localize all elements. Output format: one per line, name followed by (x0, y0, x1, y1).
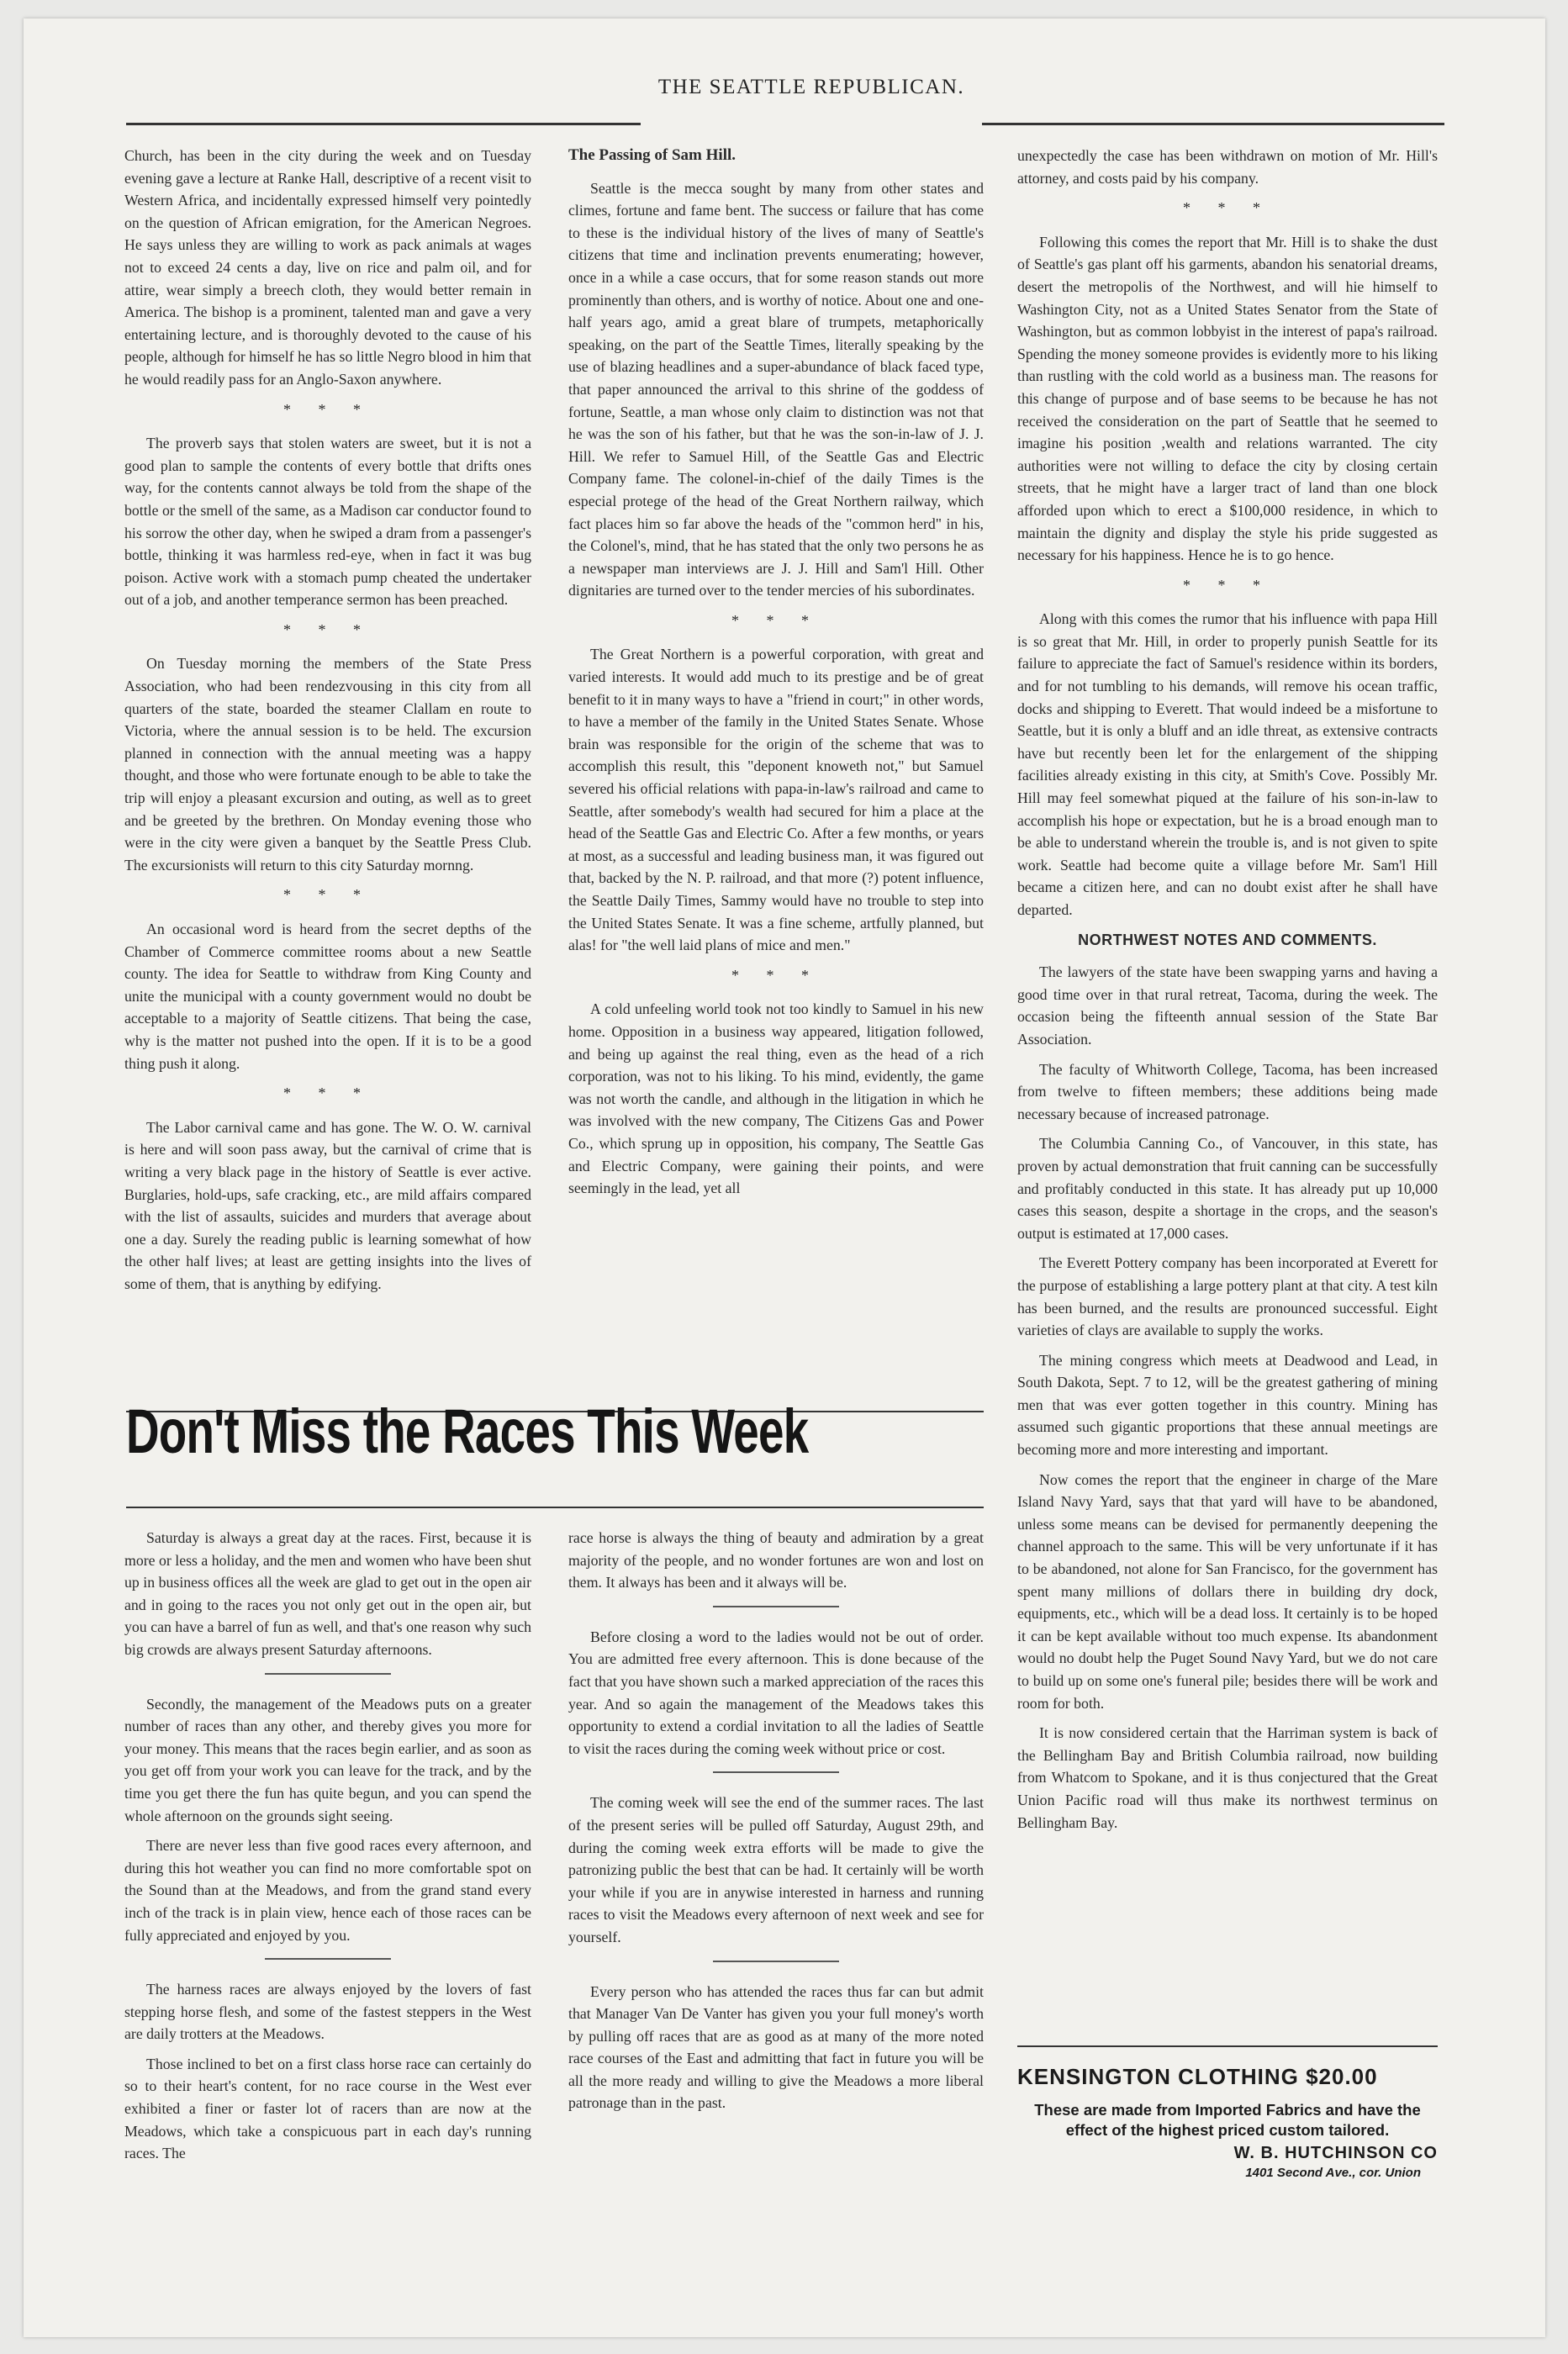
divider (713, 1961, 839, 1962)
headline-rule-bottom (126, 1507, 984, 1508)
article-paragraph: The Labor carnival came and has gone. The W. O. W. carnival is here and will soon pass away, but the carnival of crime that is writing a very black page in the history of Seattle is ever active. Burglaries, hold-ups, safe cracking, etc., are mild affairs compared with the list of assaults, suicides and murders that average about one a day. Surely the reading public is learning somewhat of how the other half lives; at least are getting insights into the lives of some of them, that is anything by edifying. (124, 1118, 531, 1292)
article-paragraph: Seattle is the mecca sought by many from other states and climes, fortune and fame bent. The success or failure that has come to these is the individual history of the lives of many of Seattle's citizens that time and inclination prevents enumerating; however, once in a while a case occurs, that for some reason stands out more prominently than others, and is worthy of notice. About one and one-half years ago, amid a great blare of trumpets, metaphorically speaking, on the part of the Seattle Times, literally speaking by the use of blazing headlines and a super-abundance of black faced type, that paper announced the arrival to this shrine of the goddess of fortune, Seattle, a man whose only claim to distinction was not that he was the son of his father, but that he was the son-in-law of J. J. Hill. We refer to Samuel Hill, of the Seattle Gas and Electric Company fame. The colonel-in-chief of the daily Times is the especial protege of the head of the Great Northern railway, which fact places him so far above the heads of the "common herd" in his, the Colonel's, mind, that he has stated that the only two persons he as a newspaper man interviews are J. J. Hill and Sam'l Hill. Other dignitaries are turned over to the tender mercies of his subordinates. (568, 179, 984, 599)
article-paragraph: unexpectedly the case has been withdrawn on motion of Mr. Hill's attorney, and costs paid by his company. (1017, 147, 1438, 187)
masthead: THE SEATTLE REPUBLICAN. (657, 76, 965, 98)
masthead-rule-left (126, 123, 641, 125)
ad-body: These are made from Imported Fabrics and have the effect of the highest priced custom tailored. (1034, 2101, 1421, 2139)
divider (713, 1771, 839, 1773)
article-title: The Passing of Sam Hill. (568, 146, 736, 164)
article-paragraph: A cold unfeeling world took not too kindly to Samuel in his new home. Opposition in a business way appeared, litigation followed, and being up against the real thing, even as the head of a rich corporation, was not to his liking. To his mind, evidently, the game was not worth the candle, and although in the litigation in which he was involved with the new company, The Citizens Gas and Power Co., which sprung up in opposition, his company, The Seattle Gas and Electric Company, were gaining their points, and were seemingly in the lead, yet all (568, 1000, 984, 1197)
news-item: The lawyers of the state have been swapping yarns and having a good time over in that rural retreat, Tacoma, during the week. The occasion being the fifteenth annual session of the State Bar Association. (1017, 963, 1438, 1048)
article-paragraph: The harness races are always enjoyed by the lovers of fast stepping horse flesh, and some of the fastest steppers in the West are daily trotters at the Meadows. (124, 1981, 531, 2043)
separator: * * * (731, 611, 821, 629)
column-1 (124, 145, 531, 1303)
article-paragraph: Following this comes the report that Mr. Hill is to shake the dust of Seattle's gas plant off his garments, abandon his senatorial dreams, desert the metropolis of the Northwest, and will hie himself to Washington City, not as a United States Senator from the State of Washington, but as common lobbyist in the interest of papa's railroad. Spending the money someone provides is evidently more to his liking than rustling with the cold world as a business man. The reasons for this change of purpose and of base seems to be because he has not received the consideration on the part of Seattle that he seemed to imagine his position ,wealth and relations warranted. The city authorities were not willing to deface the city by closing certain streets, that he might have a larger tract of land than one block afforded upon which to erect a $100,000 residence, in which to maintain the dignity and display the style his pride suggested as necessary for his happiness. Hence he is to go hence. (1017, 233, 1438, 564)
article-paragraph: There are never less than five good races every afternoon, and during this hot weather you can find no more comfortable spot on the Sound than at the Meadows, and from the grand stand every inch of the track is in plain view, hence each of those races can be fully appreciated and enjoyed by you. (124, 1837, 531, 1944)
news-item: The Columbia Canning Co., of Vancouver, in this state, has proven by actual demonstration that fruit canning can be successfully and profitably conducted in this state. It has already put up 10,000 cases this season, despite a shortage in the crops, and the season's output is estimated at 17,000 cases. (1017, 1135, 1438, 1242)
article-paragraph: Secondly, the management of the Meadows puts on a greater number of races than any other, and thereby gives you more for your money. This means that the races begin earlier, and as soon as you get off from your work you can leave for the track, and by the time you get there the fun has quite begun, and you can spend the whole afternoon on the grounds sight seeing. (124, 1695, 531, 1824)
ad-address: 1401 Second Ave., cor. Union (1245, 2166, 1421, 2180)
news-item: It is now considered certain that the Harriman system is back of the Bellingham Bay and British Columbia railroad, now building from Whatcom to Spokane, and it is thus conjectured that the Great Union Pacific road will thus make its northwest terminus on Bellingham Bay. (1017, 1724, 1438, 1831)
separator: * * * (1183, 576, 1272, 594)
divider (265, 1958, 391, 1960)
races-column-2 (568, 1527, 984, 2122)
separator: * * * (283, 1085, 372, 1102)
article-paragraph: The coming week will see the end of the summer races. The last of the present series will be pulled off Saturday, August 29th, and during the coming week extra efforts will be made to give the patronizing public the best that can be had. It certainly will be worth your while if you are in anywise interested in harness and running races to visit the Meadows every afternoon of next week and see for yourself. (568, 1794, 984, 1945)
news-item: The faculty of Whitworth College, Tacoma, has been increased from twelve to fifteen members; these additions being made necessary because of increased patronage. (1017, 1060, 1438, 1122)
article-paragraph: Every person who has attended the races thus far can but admit that Manager Van De Vanter has given you your full money's worth by pulling off races that are as good as at many of the more noted race courses of the East and admitting that fact in future you will be all the more ready and willing to give the Meadows a more liberal patronage than in the past. (568, 1982, 984, 2112)
article-paragraph: Those inclined to bet on a first class horse race can certainly do so to their heart's content, for no race course in the West ever exhibited a finer or faster lot of racers than are now at the Meadows, which take a conspicuous part in each day's running races. The (124, 2055, 531, 2162)
article-paragraph: On Tuesday morning the members of the State Press Association, who had been rendezvousing in this city from all quarters of the state, boarded the steamer Clallam en route to Victoria, where the annual session is to be held. The excursion planned in connection with the annual meeting was a happy thought, and those who were fortunate enough to be able to take the trip will enjoy a pleasant excursion and outing, as well as to greet and be greeted by the brethren. On Monday evening those who were in the city were given a banquet by the Seattle Press Club. The excursionists will return to this city Saturday mornng. (124, 655, 531, 874)
article-paragraph: An occasional word is heard from the secret depths of the Chamber of Commerce committee rooms about a new Seattle county. The idea for Seattle to withdraw from King County and unite the municipal with a county government would no doubt be acceptable to a majority of Seattle citizens. That being the case, why is the matter not pushed into the open. If it is to be a good thing push it along. (124, 921, 531, 1072)
ad-rule (1017, 2045, 1438, 2047)
column-2 (568, 145, 984, 1207)
ad-title: KENSINGTON CLOTHING $20.00 (1017, 2064, 1378, 2089)
section-title: NORTHWEST NOTES AND COMMENTS. (1078, 931, 1377, 948)
news-item: The mining congress which meets at Deadwood and Lead, in South Dakota, Sept. 7 to 12, will be the greatest gathering of mining men that was ever gotten together in this country. Mining has assumed such gigantic proportions that these annual meetings are becoming more and more interesting and important. (1017, 1351, 1438, 1459)
masthead-rule-right (982, 123, 1444, 125)
divider (265, 1673, 391, 1675)
ad-firm-name: W. B. HUTCHINSON CO (1233, 2144, 1438, 2162)
separator: * * * (731, 966, 821, 984)
races-column-1 (124, 1527, 531, 2172)
article-paragraph: The Great Northern is a powerful corporation, with great and varied interests. It would add much to its prestige and be of great benefit to it in many ways to have a "friend in court;" in other words, to have a member of the family in the United States Senate. Whose brain was responsible for the origin of the scheme that was to accomplish this result, this "deponent knoweth not," but Samuel severed his official relations with papa-in-law's railroad and came to Seattle, after somebody's wealth had secured for him a place at the head of the Seattle Gas and Electric Co. After a few months, or years at most, as a successful and leading business man, it was figured out that, backed by the N. P. railroad, and that more (?) potent influence, the Seattle Daily Times, Sammy would have no trouble to step into the United States Senate. It was a fine scheme, artfully planned, but alas! for "the well laid plans of mice and men." (568, 646, 984, 954)
separator: * * * (1183, 199, 1272, 217)
column-3 (1017, 145, 1438, 1841)
news-item: Now comes the report that the engineer in charge of the Mare Island Navy Yard, says that that yard will have to be abandoned, unless some means can be devised for permanently deepening the channel approach to the same. This will be very unfortunate if it has to be abandoned, not alone for San Francisco, for the government has spent many millions of dollars there in building dry dock, equipments, etc., which will be a dead loss. It certainly is to be hoped it can be kept available without too much expense. Its abandonment would no doubt help the Puget Sound Navy Yard, but we do not care to build up on some one's funeral pile; besides there will be work and room for both. (1017, 1470, 1438, 1712)
article-paragraph: Saturday is always a great day at the races. First, because it is more or less a holiday, and the men and women who have been shut up in business offices all the week are glad to get out in the open air and in going to the races you not only get out in the open air, but you can have a barrel of fun as well, and that's one reason why such big crowds are always present Saturday afternoons. (124, 1529, 531, 1658)
article-paragraph: Church, has been in the city during the week and on Tuesday evening gave a lecture at Ranke Hall, descriptive of a recent visit to Western Africa, and incidentally expressed himself very pointedly on the question of African emigration, for the American Negroes. He says unless they are willing to work as pack animals at wages not to exceed 24 cents a day, live on rice and palm oil, and for attire, wear simply a breech cloth, they would better remain in America. The bishop is a prominent, talented man and gave a very entertaining lecture, and is thoroughly devoted to the cause of his people, although for himself he has so little Negro blood in him that he would readily pass for an Anglo-Saxon anywhere. (124, 147, 531, 388)
news-item: The Everett Pottery company has been incorporated at Everett for the purpose of establishing a large pottery plant at that city. A test kiln has been burned, and the results are pronounced successful. Eight varieties of clays are available to supply the works. (1017, 1254, 1438, 1339)
article-paragraph: Along with this comes the rumor that his influence with papa Hill is so great that Mr. Hill, in order to properly punish Seattle for its failure to appreciate the fact of Samuel's residence within its borders, and for not tumbling to his demands, will remove his ocean traffic, docks and shipping to Everett. That would indeed be a misfortune to Seattle, but it is only a bluff and an idle threat, as extensive contracts have but recently been let for the enlargement of the shipping facilities already existing in this city, at Smith's Cove. Possibly Mr. Hill may feel somewhat piqued at the failure of his son-in-law to accomplish his hope or expectation, but he is a broad enough man to be able to understand wherein the trouble is, and is not given to spite work. Seattle had become quite a village before Mr. Sam'l Hill became a citizen here, and can no doubt exist after he shall have departed. (1017, 610, 1438, 918)
separator: * * * (283, 620, 372, 638)
races-headline: Don't Miss the Races This Week (126, 1396, 809, 1466)
separator: * * * (283, 400, 372, 418)
article-paragraph: race horse is always the thing of beauty and admiration by a great majority of the people, and no wonder fortunes are won and lost on them. It always has been and it always will be. (568, 1529, 984, 1591)
article-paragraph: Before closing a word to the ladies would not be out of order. You are admitted free every afternoon. This is done because of the fact that you have shown such a marked appreciation of the races this year. And so again the management of the Meadows takes this opportunity to extend a cordial invitation to all the ladies of Seattle to visit the races during the coming week without price or cost. (568, 1628, 984, 1757)
divider (713, 1606, 839, 1607)
article-paragraph: The proverb says that stolen waters are sweet, but it is not a good plan to sample the contents of every bottle that drifts ones way, for the contents cannot always be told from the shape of the bottle or the smell of the same, as a Madison car conductor found to his sorrow the other day, when he swiped a dram from a passenger's bottle, thinking it was harmless red-eye, when in fact it was bug poison. Active work with a stomach pump cheated the undertaker out of a job, and another temperance sermon has been preached. (124, 435, 531, 609)
separator: * * * (283, 886, 372, 904)
